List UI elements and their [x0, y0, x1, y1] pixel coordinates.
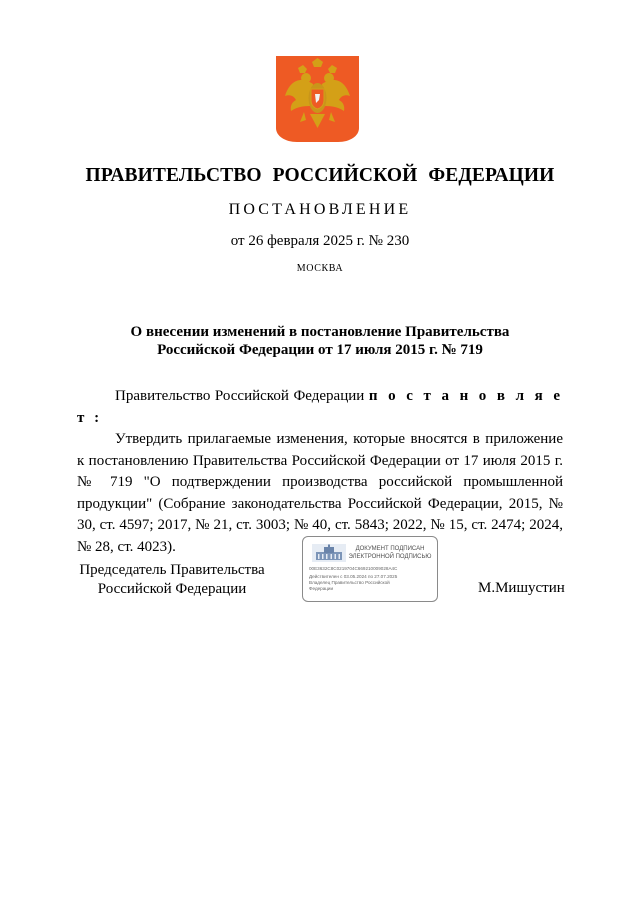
subject-line-1: О внесении изменений в постановление Правительства — [130, 324, 510, 340]
stamp-owner-line-1: Владелец Правительство Российской — [309, 580, 390, 585]
stamp-title — [347, 546, 433, 561]
document-date-number: от 26 февраля 2025 г. № 230 — [230, 233, 410, 249]
resolution-paragraph: Утвердить прилагаемые изменения, которые вносятся в приложение к постановлению Правительства Российской Федерации от 17 июля 2015 г. № 719 "О подтверждении производства российской промышленной продукции" (Собрание законодательства Российской Федерации, 2015, № 30, ст. 4597; 2017, № 21, ст. 3003; № 40, ст. 5843; 2022, № 15, ст. 2474; 2024, № 28, ст. 4023). — [77, 431, 563, 555]
signer-position-line-2: Российской Федерации — [97, 581, 247, 597]
document-subject — [0, 323, 640, 359]
signer-position-line-1: Председатель Правительства — [79, 562, 265, 578]
stamp-owner-line-2: Федерации — [309, 586, 334, 591]
city-name: МОСКВА — [296, 263, 344, 274]
coat-of-arms-emblem — [276, 56, 359, 142]
stamp-title-line-2: ЭЛЕКТРОННОЙ ПОДПИСЬЮ — [348, 553, 432, 560]
resolves-word: п о с т а н о в л я е т : — [77, 388, 563, 426]
document-type: ПОСТАНОВЛЕНИЕ — [228, 201, 412, 218]
stamp-title-line-1: ДОКУМЕНТ ПОДПИСАН — [355, 546, 425, 552]
document-body — [77, 386, 563, 558]
government-building-icon — [312, 544, 346, 562]
signer-position — [77, 561, 267, 599]
stamp-validity: Действителен с 03.05.2024 по 27.07.2025 — [309, 574, 398, 579]
electronic-signature-stamp — [302, 536, 438, 602]
stamp-certificate: 00E3632C8C0219704C669210009028A4C — [309, 566, 398, 571]
government-title: ПРАВИТЕЛЬСТВО РОССИЙСКОЙ ФЕДЕРАЦИИ — [85, 165, 555, 186]
resolution-lead-text: Правительство Российской Федерации — [115, 388, 369, 404]
resolution-lead — [77, 386, 563, 429]
subject-line-2: Российской Федерации от 17 июля 2015 г. № 719 — [157, 342, 483, 358]
signer-name: М.Мишустин — [478, 580, 565, 596]
